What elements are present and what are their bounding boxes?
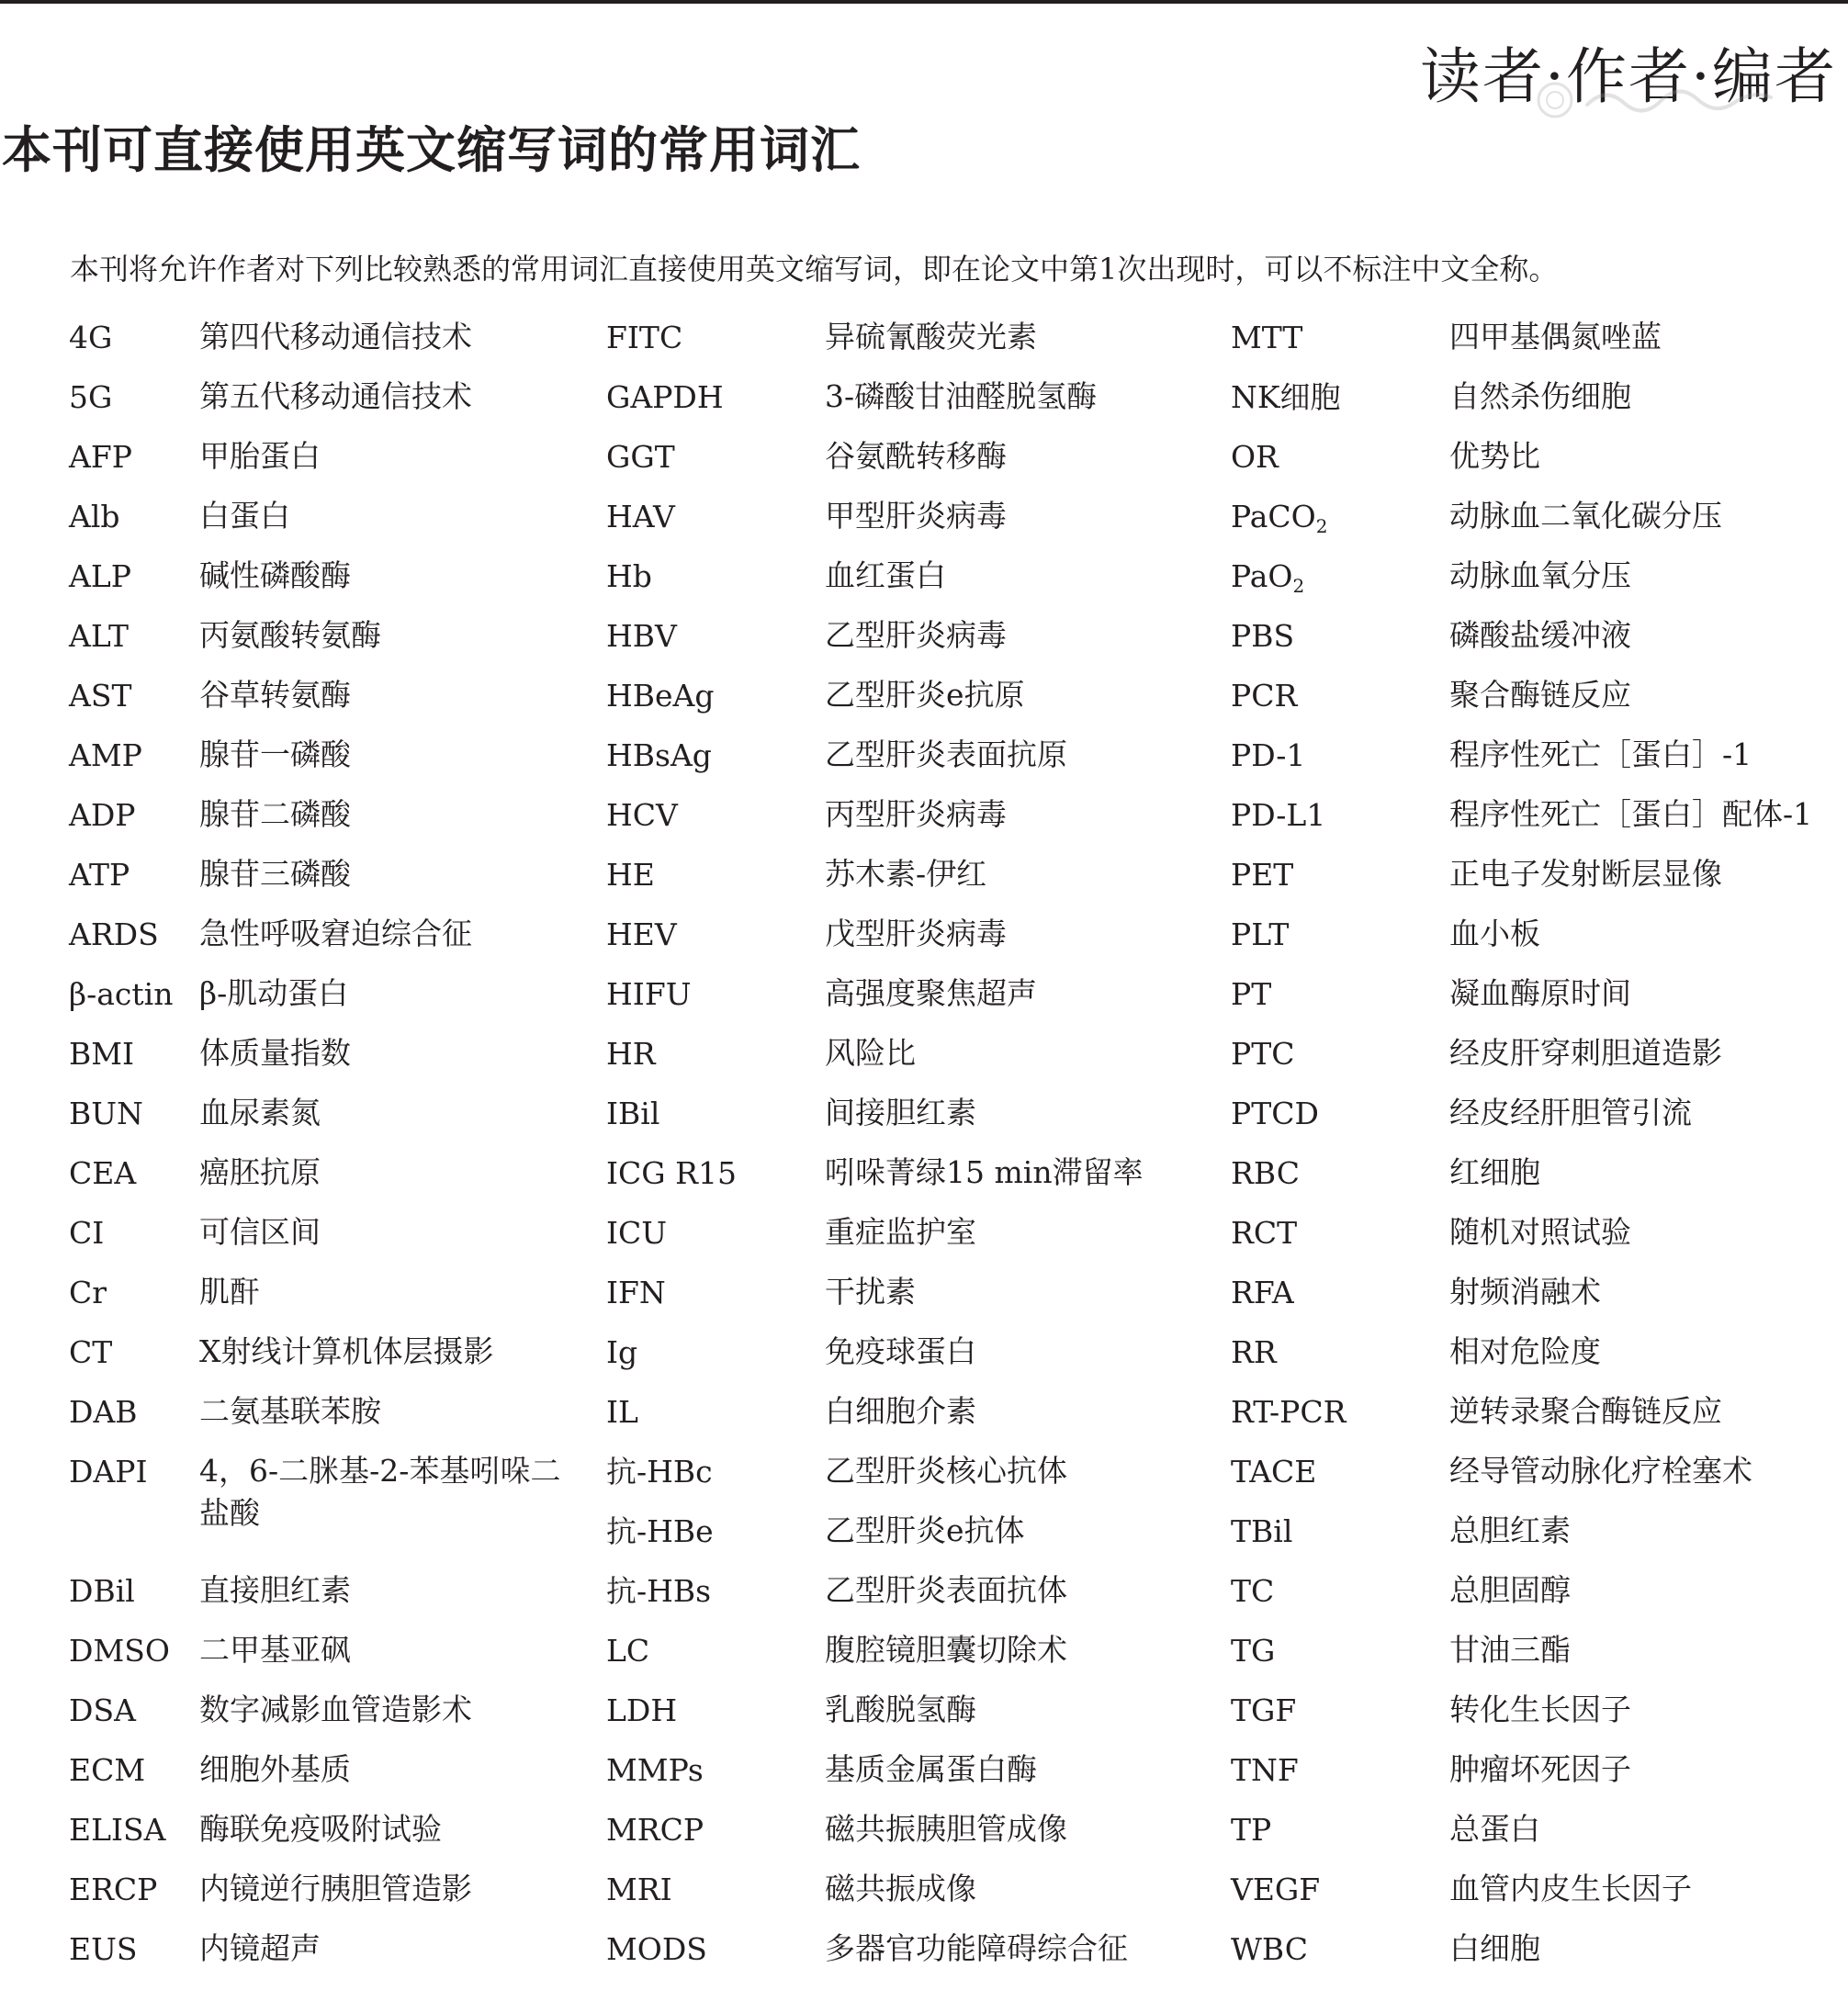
abbreviation — [69, 367, 112, 427]
abbreviation — [69, 666, 131, 725]
full-term: 转化生长因子 — [1449, 1692, 1631, 1727]
full-term: 随机对照试验 — [1449, 1214, 1631, 1250]
full-term: 乙型肝炎e抗原 — [825, 677, 1025, 713]
full-term: 碱性磷酸酶 — [199, 557, 351, 593]
abbreviation — [1231, 964, 1271, 1024]
abbreviation-text: TP — [1231, 1812, 1272, 1848]
full-term: 程序性死亡［蛋白］配体-1 — [1449, 796, 1813, 832]
abbreviation-text: Ig — [606, 1334, 638, 1370]
full-term: 相对危险度 — [1449, 1333, 1601, 1369]
abbreviation — [69, 1621, 170, 1681]
full-term: 腹腔镜胆囊切除术 — [825, 1632, 1067, 1668]
section-header: 读者·作者·编者 — [1420, 41, 1837, 112]
full-term: 乙型肝炎表面抗体 — [825, 1572, 1067, 1608]
abbreviation — [1231, 546, 1304, 606]
full-term: 总胆固醇 — [1449, 1572, 1571, 1608]
abbreviation — [1231, 1740, 1299, 1800]
abbreviation-text: PBS — [1231, 618, 1295, 654]
abbreviation-text: AST — [69, 678, 132, 714]
abbreviation — [606, 1203, 667, 1263]
abbreviation-text: VEGF — [1231, 1872, 1321, 1907]
abbreviation — [69, 606, 129, 666]
abbreviation — [1231, 487, 1327, 546]
abbreviation — [69, 905, 159, 964]
abbreviation-text: NK细胞 — [1231, 379, 1341, 415]
full-term: 聚合酶链反应 — [1449, 677, 1631, 713]
abbreviation — [69, 1143, 136, 1203]
abbreviation-text: RFA — [1231, 1275, 1294, 1310]
abbreviation — [606, 1919, 707, 1979]
full-term: X射线计算机体层摄影 — [199, 1333, 494, 1369]
abbreviation-subscript: 2 — [1292, 575, 1305, 597]
abbreviation-text: MODS — [606, 1931, 707, 1967]
abbreviation-text: HAV — [606, 499, 675, 534]
abbreviation — [69, 785, 136, 845]
abbreviation — [606, 1024, 656, 1084]
abbreviation — [606, 1501, 714, 1561]
abbreviation — [1231, 1442, 1316, 1501]
full-term: 血小板 — [1449, 916, 1540, 951]
abbreviation-text: LC — [606, 1633, 650, 1669]
full-term: 凝血酶原时间 — [1449, 975, 1631, 1011]
full-term: 血红蛋白 — [825, 557, 946, 593]
abbreviation-text: RCT — [1231, 1215, 1298, 1251]
full-term: 经皮经肝胆管引流 — [1449, 1095, 1692, 1130]
abbreviation-text: HEV — [606, 916, 677, 952]
full-term: 总蛋白 — [1449, 1811, 1540, 1847]
abbreviation-text: AFP — [69, 439, 132, 475]
full-term: 谷氨酰转移酶 — [825, 438, 1007, 474]
abbreviation-text: AMP — [69, 737, 142, 773]
abbreviation — [606, 1084, 659, 1143]
abbreviation — [606, 1561, 711, 1621]
abbreviation — [69, 1203, 104, 1263]
abbreviation-text: PD-1 — [1231, 737, 1306, 773]
abbreviation-text: IL — [606, 1394, 638, 1430]
full-term: 间接胆红素 — [825, 1095, 976, 1130]
full-term: 血尿素氮 — [199, 1095, 321, 1130]
abbreviation-text: RR — [1231, 1334, 1277, 1370]
abbreviation-text: DSA — [69, 1692, 136, 1728]
abbreviation-text: HIFU — [606, 976, 692, 1012]
full-term: 肌酐 — [199, 1274, 260, 1310]
abbreviation — [69, 1322, 112, 1382]
abbreviation — [606, 1740, 704, 1800]
full-term: 乳酸脱氢酶 — [825, 1692, 976, 1727]
abbreviation — [69, 725, 142, 785]
abbreviation — [606, 1442, 713, 1501]
abbreviation-text: RBC — [1231, 1155, 1300, 1191]
abbreviation — [69, 487, 120, 546]
abbreviation-text: TG — [1231, 1633, 1276, 1669]
abbreviation-text: 5G — [69, 379, 113, 415]
abbreviation — [606, 546, 652, 606]
abbreviation — [606, 1800, 704, 1860]
abbreviation — [606, 1382, 638, 1442]
abbreviation-text: 4G — [69, 320, 113, 355]
abbreviation-text: PT — [1231, 976, 1272, 1012]
abbreviation-text: HE — [606, 857, 655, 893]
abbreviation-text: ICU — [606, 1215, 668, 1251]
abbreviation-text: Cr — [69, 1275, 107, 1310]
full-term: 优势比 — [1449, 438, 1540, 474]
abbreviation — [1231, 1143, 1300, 1203]
abbreviation-text: PLT — [1231, 916, 1290, 952]
full-term: 经导管动脉化疗栓塞术 — [1449, 1453, 1752, 1489]
full-term: 动脉血氧分压 — [1449, 557, 1631, 593]
abbreviation — [606, 905, 677, 964]
abbreviation-text: ARDS — [69, 916, 159, 952]
full-term: 正电子发射断层显像 — [1449, 856, 1722, 892]
watermark-logo — [1532, 77, 1808, 123]
full-term: 第五代移动通信技术 — [199, 378, 472, 414]
intro-paragraph: 本刊将允许作者对下列比较熟悉的常用词汇直接使用英文缩写词，即在论文中第1次出现时，可以不标注中文全称。 — [70, 252, 1559, 287]
full-term: 异硫氰酸荧光素 — [825, 319, 1037, 354]
abbreviation — [69, 1740, 145, 1800]
full-term: 体质量指数 — [199, 1035, 351, 1071]
full-term: 白细胞 — [1449, 1930, 1540, 1966]
abbreviation — [69, 308, 112, 367]
full-term: 血管内皮生长因子 — [1449, 1871, 1692, 1906]
abbreviation-text: PaCO — [1231, 499, 1316, 534]
full-term: 二氨基联苯胺 — [199, 1393, 381, 1429]
abbreviation — [1231, 367, 1341, 427]
abbreviation — [606, 487, 675, 546]
abbreviation-text: PCR — [1231, 678, 1298, 714]
abbreviation — [1231, 1382, 1346, 1442]
abbreviation-text: ADP — [69, 797, 136, 833]
abbreviation-text: BUN — [69, 1096, 143, 1131]
full-term: 内镜逆行胰胆管造影 — [199, 1871, 472, 1906]
abbreviation — [606, 367, 724, 427]
abbreviation-text: HBeAg — [606, 678, 715, 714]
abbreviation — [606, 1860, 672, 1919]
abbreviation — [1231, 905, 1289, 964]
abbreviation-text: HR — [606, 1036, 656, 1072]
abbreviation — [606, 427, 675, 487]
full-term: 第四代移动通信技术 — [199, 319, 472, 354]
abbreviation — [1231, 1084, 1319, 1143]
abbreviation-text: CI — [69, 1215, 105, 1251]
abbreviation-text: GAPDH — [606, 379, 724, 415]
abbreviation-text: MTT — [1231, 320, 1303, 355]
abbreviation-text: LDH — [606, 1692, 678, 1728]
abbreviation-text: CEA — [69, 1155, 137, 1191]
abbreviation — [69, 1800, 165, 1860]
full-term: 急性呼吸窘迫综合征 — [199, 916, 472, 951]
abbreviation — [1231, 1024, 1294, 1084]
full-term: 程序性死亡［蛋白］-1 — [1449, 736, 1752, 772]
full-term: 丙型肝炎病毒 — [825, 796, 1007, 832]
full-term: 甲型肝炎病毒 — [825, 498, 1007, 534]
abbreviation-text: CT — [69, 1334, 113, 1370]
abbreviation-text: TNF — [1231, 1752, 1299, 1788]
full-term: 四甲基偶氮唑蓝 — [1449, 319, 1662, 354]
abbreviation — [1231, 606, 1294, 666]
abbreviation — [69, 1024, 134, 1084]
abbreviation-text: DMSO — [69, 1633, 170, 1669]
abbreviation-text: TBil — [1231, 1513, 1293, 1549]
abbreviation — [69, 964, 173, 1024]
abbreviation-text: WBC — [1231, 1931, 1309, 1967]
abbreviation — [606, 785, 678, 845]
abbreviation — [1231, 1561, 1274, 1621]
abbreviation-text: Hb — [606, 558, 652, 594]
abbreviation-text: ICG R15 — [606, 1155, 737, 1191]
abbreviation-text: MMPs — [606, 1752, 704, 1788]
full-term: 苏木素-伊红 — [825, 856, 987, 892]
abbreviation — [69, 1382, 138, 1442]
full-term: 细胞外基质 — [199, 1751, 351, 1787]
abbreviation — [606, 308, 682, 367]
full-term: 重症监护室 — [825, 1214, 976, 1250]
full-term: 白蛋白 — [199, 498, 290, 534]
abbreviation — [606, 1263, 666, 1322]
abbreviation — [1231, 1681, 1296, 1740]
abbreviation — [1231, 1919, 1308, 1979]
abbreviation — [1231, 1800, 1271, 1860]
abbreviation — [1231, 1621, 1275, 1681]
abbreviation — [1231, 308, 1302, 367]
abbreviation-text: RT-PCR — [1231, 1394, 1347, 1430]
full-term: 免疫球蛋白 — [825, 1333, 976, 1369]
full-term: 乙型肝炎病毒 — [825, 617, 1007, 653]
abbreviation — [1231, 1860, 1320, 1919]
abbreviation — [606, 606, 677, 666]
abbreviation-text: OR — [1231, 439, 1279, 475]
full-term: 可信区间 — [199, 1214, 321, 1250]
abbreviation-text: TACE — [1231, 1454, 1317, 1490]
full-term: 动脉血二氧化碳分压 — [1449, 498, 1722, 534]
abbreviation-text: TGF — [1231, 1692, 1297, 1728]
abbreviation-text: 抗-HBc — [606, 1454, 713, 1490]
abbreviation — [1231, 1501, 1292, 1561]
full-term: 乙型肝炎核心抗体 — [825, 1453, 1067, 1489]
full-term: 腺苷二磷酸 — [199, 796, 351, 832]
abbreviation — [606, 964, 692, 1024]
abbreviation-text: IBil — [606, 1096, 660, 1131]
abbreviation — [1231, 1322, 1277, 1382]
abbreviation — [606, 845, 655, 905]
full-term: 酶联免疫吸附试验 — [199, 1811, 442, 1847]
abbreviation — [69, 1919, 138, 1979]
full-term: 自然杀伤细胞 — [1449, 378, 1631, 414]
abbreviation-text: β-actin — [69, 976, 174, 1012]
full-term: 磁共振成像 — [825, 1871, 976, 1906]
abbreviation-text: 抗-HBe — [606, 1513, 714, 1549]
abbreviation — [69, 546, 131, 606]
full-term: 直接胆红素 — [199, 1572, 351, 1608]
abbreviation-text: BMI — [69, 1036, 135, 1072]
abbreviation-text: PTCD — [1231, 1096, 1319, 1131]
full-term: 戊型肝炎病毒 — [825, 916, 1007, 951]
full-term: β-肌动蛋白 — [199, 975, 349, 1011]
abbreviation — [69, 1561, 135, 1621]
abbreviation — [69, 1442, 148, 1501]
abbreviation — [1231, 427, 1279, 487]
full-term: 多器官功能障碍综合征 — [825, 1930, 1128, 1966]
abbreviation — [606, 1681, 677, 1740]
abbreviation-text: PET — [1231, 857, 1294, 893]
full-term: 射频消融术 — [1449, 1274, 1601, 1310]
abbreviation — [1231, 845, 1293, 905]
full-term: 基质金属蛋白酶 — [825, 1751, 1037, 1787]
abbreviation-text: IFN — [606, 1275, 666, 1310]
full-term: 磁共振胰胆管成像 — [825, 1811, 1067, 1847]
full-term: 内镜超声 — [199, 1930, 321, 1966]
abbreviation — [69, 845, 130, 905]
full-term: 逆转录聚合酶链反应 — [1449, 1393, 1722, 1429]
abbreviation-text: EUS — [69, 1931, 138, 1967]
abbreviation-text: 抗-HBs — [606, 1573, 712, 1609]
full-term: 谷草转氨酶 — [199, 677, 351, 713]
abbreviation — [606, 1143, 737, 1203]
full-term: 二甲基亚砜 — [199, 1632, 351, 1668]
abbreviation — [69, 1263, 107, 1322]
abbreviation-text: HBsAg — [606, 737, 712, 773]
abbreviation-text: ERCP — [69, 1872, 158, 1907]
full-term: 腺苷三磷酸 — [199, 856, 351, 892]
abbreviation — [606, 1621, 649, 1681]
abbreviation-text: ECM — [69, 1752, 146, 1788]
abbreviation-text: ALT — [69, 618, 130, 654]
abbreviation — [69, 1681, 136, 1740]
abbreviation-text: GGT — [606, 439, 675, 475]
watermark-seal-icon — [1538, 84, 1572, 117]
abbreviation — [1231, 666, 1297, 725]
full-term: 吲哚菁绿15 min滞留率 — [825, 1154, 1144, 1190]
full-term: 总胆红素 — [1449, 1512, 1571, 1548]
full-term: 经皮肝穿刺胆道造影 — [1449, 1035, 1722, 1071]
full-term: 4，6-二脒基-2-苯基吲哚二盐酸 — [199, 1453, 561, 1531]
top-rule — [0, 0, 1848, 4]
abbreviation — [69, 427, 132, 487]
abbreviation — [1231, 1263, 1294, 1322]
full-term: 3-磷酸甘油醛脱氢酶 — [825, 378, 1098, 414]
abbreviation-text: PTC — [1231, 1036, 1295, 1072]
full-term: 白细胞介素 — [825, 1393, 976, 1429]
abbreviation-text: MRI — [606, 1872, 672, 1907]
abbreviation-text: HBV — [606, 618, 677, 654]
abbreviation-subscript: 2 — [1315, 515, 1328, 537]
abbreviation-text: ATP — [69, 857, 130, 893]
abbreviation-text: ELISA — [69, 1812, 166, 1848]
full-term: 甘油三酯 — [1449, 1632, 1571, 1668]
abbreviation — [606, 725, 712, 785]
full-term: 腺苷一磷酸 — [199, 736, 351, 772]
abbreviation-text: DBil — [69, 1573, 135, 1609]
abbreviation-text: TC — [1231, 1573, 1275, 1609]
full-term: 数字减影血管造影术 — [199, 1692, 472, 1727]
page-title: 本刊可直接使用英文缩写词的常用词汇 — [2, 121, 861, 179]
full-term: 乙型肝炎e抗体 — [825, 1512, 1025, 1548]
abbreviation — [1231, 1203, 1297, 1263]
full-term: 干扰素 — [825, 1274, 916, 1310]
abbreviation — [69, 1860, 157, 1919]
abbreviation-text: Alb — [69, 499, 120, 534]
abbreviation-text: DAPI — [69, 1454, 148, 1490]
full-term: 红细胞 — [1449, 1154, 1540, 1190]
full-term: 丙氨酸转氨酶 — [199, 617, 381, 653]
abbreviation-text: HCV — [606, 797, 678, 833]
abbreviation-text: PD-L1 — [1231, 797, 1326, 833]
full-term: 磷酸盐缓冲液 — [1449, 617, 1631, 653]
full-term: 乙型肝炎表面抗原 — [825, 736, 1067, 772]
abbreviation — [1231, 785, 1325, 845]
abbreviation — [1231, 725, 1305, 785]
full-term: 癌胚抗原 — [199, 1154, 321, 1190]
full-term: 肿瘤坏死因子 — [1449, 1751, 1631, 1787]
abbreviation — [606, 666, 715, 725]
abbreviation-text: DAB — [69, 1394, 138, 1430]
full-term: 风险比 — [825, 1035, 916, 1071]
abbreviation-text: PaO — [1231, 558, 1293, 594]
abbreviation-text: FITC — [606, 320, 683, 355]
full-term: 高强度聚焦超声 — [825, 975, 1037, 1011]
abbreviation — [606, 1322, 637, 1382]
abbreviation — [69, 1084, 143, 1143]
abbreviation-text: MRCP — [606, 1812, 704, 1848]
full-term: 甲胎蛋白 — [199, 438, 321, 474]
abbreviation-text: ALP — [69, 558, 131, 594]
